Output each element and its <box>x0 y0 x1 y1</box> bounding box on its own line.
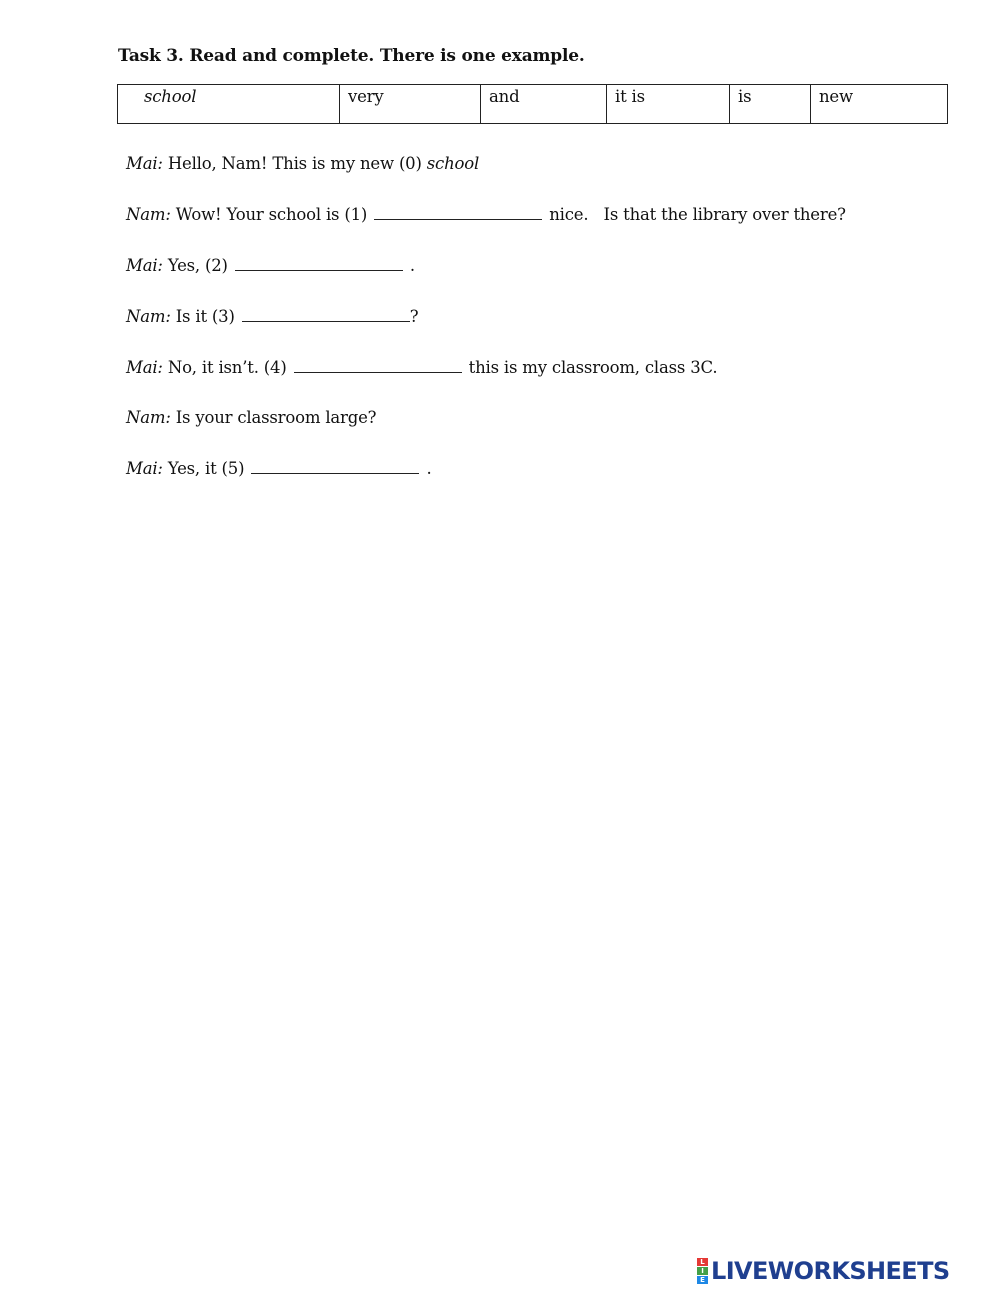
dialogue-line-3 <box>126 307 418 326</box>
word-box-word: is <box>730 85 811 124</box>
word-box-word: very <box>340 85 481 124</box>
logo-mark-letter: L <box>697 1258 708 1266</box>
speaker-label: Nam: <box>126 307 171 326</box>
word-box-example-word: school <box>118 85 340 124</box>
logo-mark-icon <box>697 1258 708 1284</box>
line-text: Wow! Your school is (1) <box>175 205 368 224</box>
dialogue-line-5 <box>126 408 376 427</box>
line-text-after: ? <box>409 307 419 326</box>
answer-blank-4[interactable] <box>294 358 462 373</box>
example-answer: school <box>426 154 480 173</box>
dialogue-line-0 <box>126 154 479 173</box>
speaker-label: Mai: <box>126 358 163 377</box>
line-text-after: nice. Is that the library over there? <box>549 205 846 224</box>
logo-mark-letter: E <box>697 1276 708 1284</box>
line-text: Is it (3) <box>175 307 235 326</box>
liveworksheets-logo <box>697 1256 950 1286</box>
word-box-word: it is <box>607 85 730 124</box>
line-text-after: . <box>426 459 432 478</box>
logo-mark-letter: I <box>697 1267 708 1275</box>
line-text: Yes, (2) <box>167 256 228 275</box>
line-text: Yes, it (5) <box>167 459 245 478</box>
speaker-label: Mai: <box>126 154 163 173</box>
line-text: No, it isn’t. (4) <box>167 358 287 377</box>
answer-blank-1[interactable] <box>374 205 542 220</box>
answer-blank-2[interactable] <box>235 256 403 271</box>
speaker-label: Mai: <box>126 256 163 275</box>
speaker-label: Nam: <box>126 408 171 427</box>
word-box-word: new <box>811 85 948 124</box>
dialogue-line-1 <box>126 205 846 224</box>
line-text: Is your classroom large? <box>175 408 377 427</box>
line-text: Hello, Nam! This is my new (0) <box>167 154 422 173</box>
answer-blank-5[interactable] <box>251 459 419 474</box>
dialogue-line-6 <box>126 459 431 478</box>
task-title: Task 3. Read and complete. There is one example. <box>118 46 585 66</box>
speaker-label: Nam: <box>126 205 171 224</box>
speaker-label: Mai: <box>126 459 163 478</box>
word-box-word: and <box>481 85 607 124</box>
dialogue-line-4 <box>126 358 717 377</box>
dialogue-line-2 <box>126 256 415 275</box>
line-text-after: this is my classroom, class 3C. <box>468 358 718 377</box>
logo-text: LIVEWORKSHEETS <box>711 1257 950 1285</box>
word-box <box>117 84 948 124</box>
line-text-after: . <box>409 256 415 275</box>
answer-blank-3[interactable] <box>242 307 410 322</box>
